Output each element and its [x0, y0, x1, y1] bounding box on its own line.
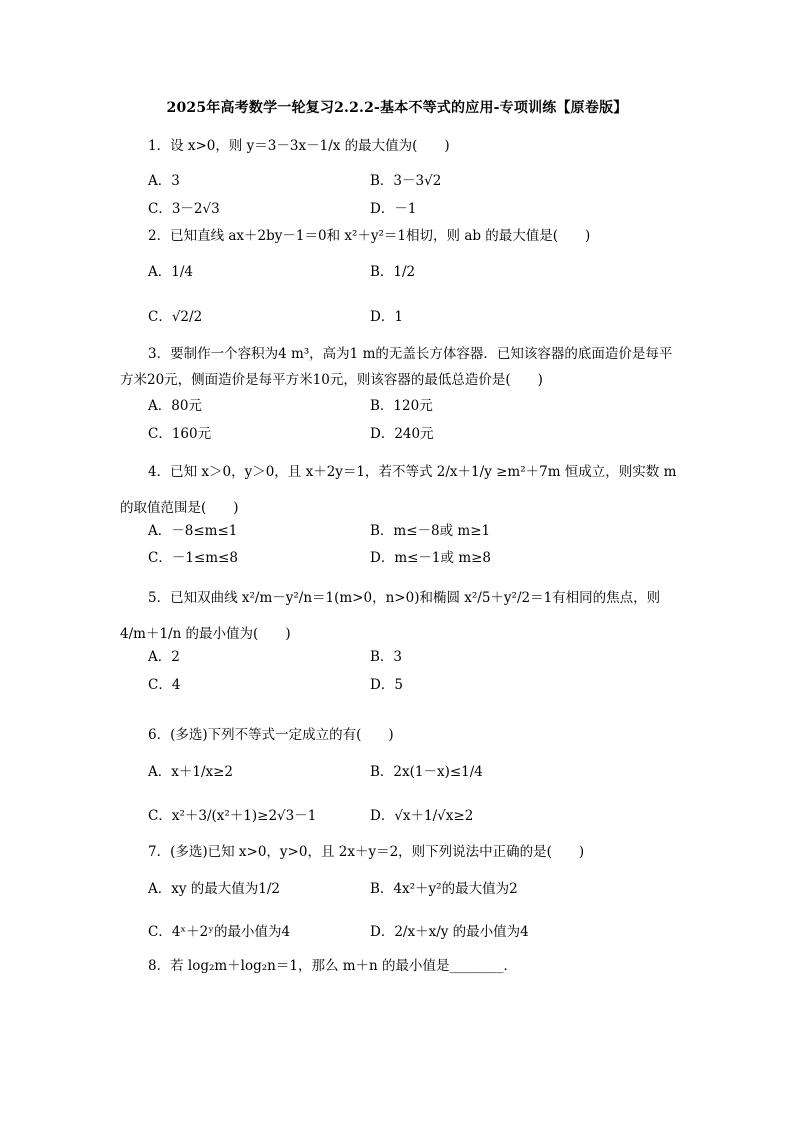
q7-option-c: C．4ˣ＋2ʸ的最小值为4: [148, 924, 291, 940]
q5-option-a: A．2: [148, 649, 180, 665]
q7-option-d: D．2/x＋x/y 的最小值为4: [370, 924, 529, 940]
question-7: 7．(多选)已知 x>0，y>0，且 2x＋y＝2，则下列说法中正确的是( ): [148, 844, 585, 860]
q6-option-a: A．x＋1/x≥2: [148, 764, 234, 780]
q3-option-d: D．240元: [370, 426, 434, 442]
q3-option-a: A．80元: [148, 398, 202, 414]
q2-option-d: D．1: [370, 309, 403, 325]
q2-option-b: B．1/2: [370, 264, 416, 280]
q5-option-c: C．4: [148, 677, 181, 693]
q4-option-c: C．－1≤m≤8: [148, 550, 238, 566]
q1-option-b: B．3－3√2: [370, 173, 442, 189]
q3-option-b: B．120元: [370, 398, 433, 414]
page-title: 2025年高考数学一轮复习2.2.2-基本不等式的应用-专项训练【原卷版】: [166, 100, 628, 116]
q1-option-c: C．3－2√3: [148, 201, 220, 217]
q2-option-c: C．√2/2: [148, 309, 203, 325]
question-5: 5．已知双曲线 x²/m－y²/n＝1(m>0，n>0)和椭圆 x²/5＋y²/2＝1有相同的焦点，则 4/m＋1/n 的最小值为( ): [120, 590, 661, 642]
q1-option-d: D．－1: [370, 201, 417, 217]
q7-option-b: B．4x²＋y²的最大值为2: [370, 881, 518, 897]
q4-option-b: B．m≤－8或 m≥1: [370, 523, 491, 539]
q6-option-d: D．√x＋1/√x≥2: [370, 808, 474, 824]
q1-option-a: A．3: [148, 173, 180, 189]
question-8: 8．若 log₂m＋log₂n＝1，那么 m＋n 的最小值是________．: [148, 958, 518, 974]
question-6: 6．(多选)下列不等式一定成立的有( ): [148, 727, 394, 743]
q7-option-a: A．xy 的最大值为1/2: [148, 881, 281, 897]
q6-option-c: C．x²＋3/(x²＋1)≥2√3－1: [148, 808, 317, 824]
question-1: 1．设 x>0，则 y＝3－3x－1/x 的最大值为( ): [148, 138, 450, 154]
question-3: 3．要制作一个容积为4 m³，高为1 m的无盖长方体容器．已知该容器的底面造价是每平方米20元，侧面造价是每平方米10元，则该容器的最低总造价是( ): [120, 346, 673, 388]
question-2: 2．已知直线 ax＋2by－1＝0和 x²＋y²＝1相切，则 ab 的最大值是( ): [148, 228, 591, 244]
q4-option-d: D．m≤－1或 m≥8: [370, 550, 492, 566]
question-4: 4．已知 x＞0，y＞0，且 x＋2y＝1，若不等式 2/x＋1/y ≥m²＋7m 恒成立，则实数 m 的取值范围是( ): [120, 464, 677, 516]
q5-option-d: D．5: [370, 677, 403, 693]
q4-option-a: A．－8≤m≤1: [148, 523, 238, 539]
q3-option-c: C．160元: [148, 426, 212, 442]
q5-option-b: B．3: [370, 649, 403, 665]
q6-option-b: B．2x(1－x)≤1/4: [370, 764, 483, 780]
q2-option-a: A．1/4: [148, 264, 193, 280]
